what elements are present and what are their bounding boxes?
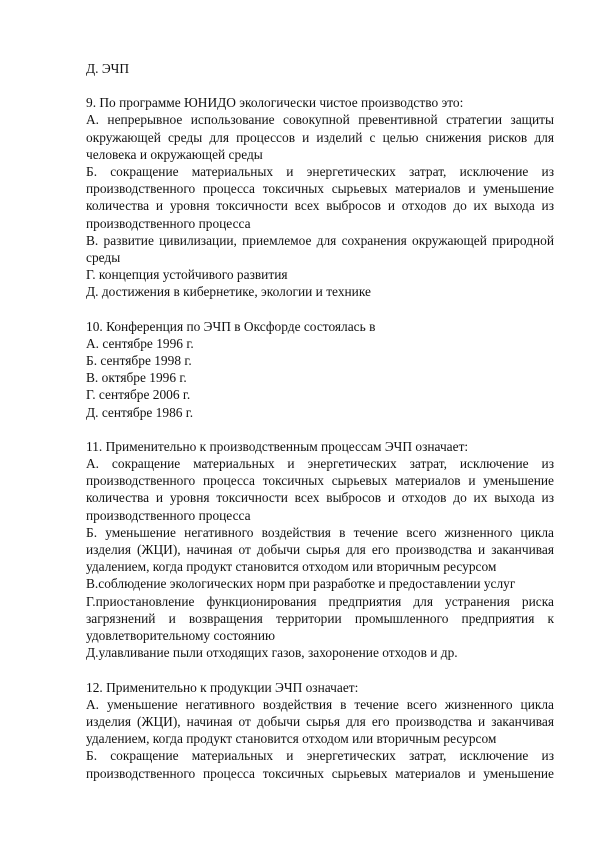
- answer-line: Б. уменьшение негативного воздействия в течение всего жизненного цикла: [86, 524, 554, 540]
- answer-line: удалением, когда продукт становится отходом или вторичным ресурсом: [86, 559, 497, 575]
- question-text: 11. Применительно к производственным процессам ЭЧП означает:: [86, 438, 469, 454]
- question-9: [86, 94, 554, 300]
- question-10: [86, 318, 554, 421]
- answer-line: Д. достижения в кибернетике, экологии и технике: [86, 284, 371, 300]
- answer-line: производственного процесса: [86, 215, 251, 231]
- answer-line: Б. сентябре 1998 г.: [86, 353, 192, 369]
- answer-line: В. развитие цивилизации, приемлемое для сохранения окружающей природной: [86, 232, 554, 248]
- answer-line: А. непрерывное использование совокупной превентивной стратегии защиты: [86, 112, 554, 128]
- answer-line: А. сокращение материальных и энергетических затрат, исключение из: [86, 456, 554, 472]
- question-text: 12. Применительно к продукции ЭЧП означает:: [86, 679, 359, 695]
- answer-line: количества и уровня токсичности всех выбросов и отходов до их выхода из: [86, 490, 554, 506]
- answer-line: Г.приостановление функционирования предприятия для устранения риска: [86, 593, 554, 609]
- answer-line: производственного процесса: [86, 507, 251, 523]
- answer-line: изделия (ЖЦИ), начиная от добычи сырья для его производства и заканчивая: [86, 542, 554, 558]
- answer-line: производственного процесса токсичных сырьевых материалов и уменьшение: [86, 473, 554, 489]
- answer-line: Д. ЭЧП: [86, 61, 130, 76]
- answer-line: В.соблюдение экологических норм при разработке и предоставлении услуг: [86, 576, 516, 592]
- answer-line: Д. сентябре 1986 г.: [86, 404, 194, 420]
- answer-line: количества и уровня токсичности всех выбросов и отходов до их выхода из: [86, 198, 554, 214]
- answer-line: Б. сокращение материальных и энергетических затрат, исключение из: [86, 164, 554, 180]
- answer-line: загрязнений и возвращения территории промышленного предприятия к: [86, 610, 554, 626]
- question-11: [86, 438, 554, 662]
- answer-line: В. октябре 1996 г.: [86, 370, 187, 386]
- answer-line: изделия (ЖЦИ), начиная от добычи сырья для его производства и заканчивая: [86, 713, 554, 729]
- answer-line: удовлетворительному состоянию: [86, 628, 276, 644]
- answer-line: А. уменьшение негативного воздействия в течение всего жизненного цикла: [86, 696, 554, 712]
- answer-line: Б. сокращение материальных и энергетических затрат, исключение из: [86, 748, 554, 764]
- answer-line: Г. сентябре 2006 г.: [86, 387, 191, 403]
- answer-line: производственного процесса токсичных сырьевых материалов и уменьшение: [86, 181, 554, 197]
- question-12: [86, 679, 554, 782]
- answer-line: среды: [86, 250, 121, 266]
- answer-line: удалением, когда продукт становится отходом или вторичным ресурсом: [86, 731, 497, 747]
- answer-line: Д.улавливание пыли отходящих газов, захоронение отходов и др.: [86, 645, 458, 661]
- question-text: 10. Конференция по ЭЧП в Оксфорде состоялась в: [86, 318, 376, 334]
- answer-line: человека и окружающей среды: [86, 146, 263, 162]
- question-text: 9. По программе ЮНИДО экологически чистое производство это:: [86, 95, 464, 111]
- document-body: [86, 60, 554, 782]
- answer-line: А. сентябре 1996 г.: [86, 335, 194, 351]
- answer-line: окружающей среды для процессов и изделий с целью снижения рисков для: [86, 129, 554, 145]
- answer-line: производственного процесса токсичных сырьевых материалов и уменьшение: [86, 765, 554, 781]
- answer-line: Г. концепция устойчивого развития: [86, 267, 288, 283]
